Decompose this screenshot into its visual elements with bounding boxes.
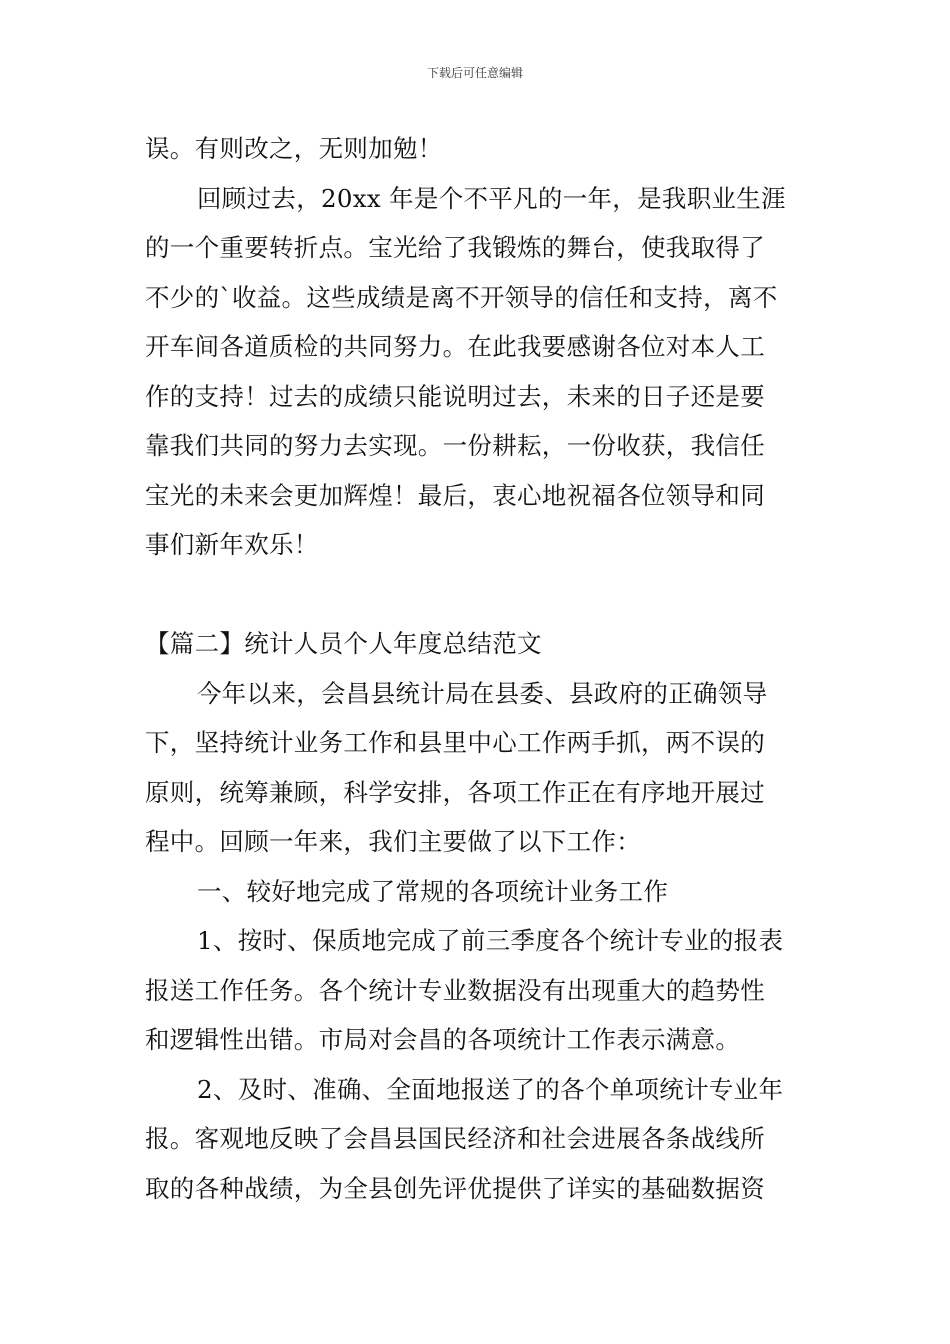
paragraph-start: 今年以来，会昌县统计局在县委、县政府的正确领导 (197, 678, 768, 708)
text-line: 的一个重要转折点。宝光给了我锻炼的舞台，使我取得了 (145, 233, 765, 262)
section-heading: 【篇二】统计人员个人年度总结范文 (145, 629, 542, 658)
text-line: 开车间各道质检的共同努力。在此我要感谢各位对本人工 (145, 332, 765, 361)
page-header: 下载后可任意编辑 (426, 66, 523, 80)
section-spacer (145, 570, 810, 620)
paragraph-start: 1、按时、保质地完成了前三季度各个统计专业的报表 (197, 926, 784, 955)
document-body (145, 124, 810, 1213)
text-line: 事们新年欢乐！ (145, 530, 319, 559)
text-line: 靠我们共同的努力去实现。一份耕耘，一份收获，我信任 (145, 431, 765, 460)
text-line: 误。有则改之，无则加勉！ (145, 134, 443, 163)
text-line: 报送工作任务。各个统计专业数据没有出现重大的趋势性 (145, 975, 765, 1005)
paragraph-start: 2、及时、准确、全面地报送了的各个单项统计专业年 (197, 1074, 784, 1104)
text-line: 不少的`收益。这些成绩是离不开领导的信任和支持，离不 (145, 282, 778, 312)
text-line: 程中。回顾一年来，我们主要做了以下工作： (145, 827, 641, 856)
text-line: 作的支持！过去的成绩只能说明过去，未来的日子还是要 (145, 381, 765, 411)
text-line: 报。客观地反映了会昌县国民经济和社会进展各条战线所 (145, 1124, 765, 1153)
text-line: 和逻辑性出错。市局对会昌的各项统计工作表示满意。 (145, 1025, 741, 1054)
text-line: 宝光的未来会更加辉煌！最后，衷心地祝福各位领导和同 (145, 480, 765, 510)
text-line: 下，坚持统计业务工作和县里中心工作两手抓，两不误的 (145, 728, 765, 757)
text-line: 原则，统筹兼顾，科学安排，各项工作正在有序地开展过 (145, 777, 765, 807)
paragraph-start: 回顾过去，20xx 年是个不平凡的一年，是我职业生涯 (197, 183, 786, 213)
subsection-heading: 一、较好地完成了常规的各项统计业务工作 (197, 876, 669, 906)
text-line: 取的各种战绩，为全县创先评优提供了详实的基础数据资 (145, 1173, 765, 1203)
